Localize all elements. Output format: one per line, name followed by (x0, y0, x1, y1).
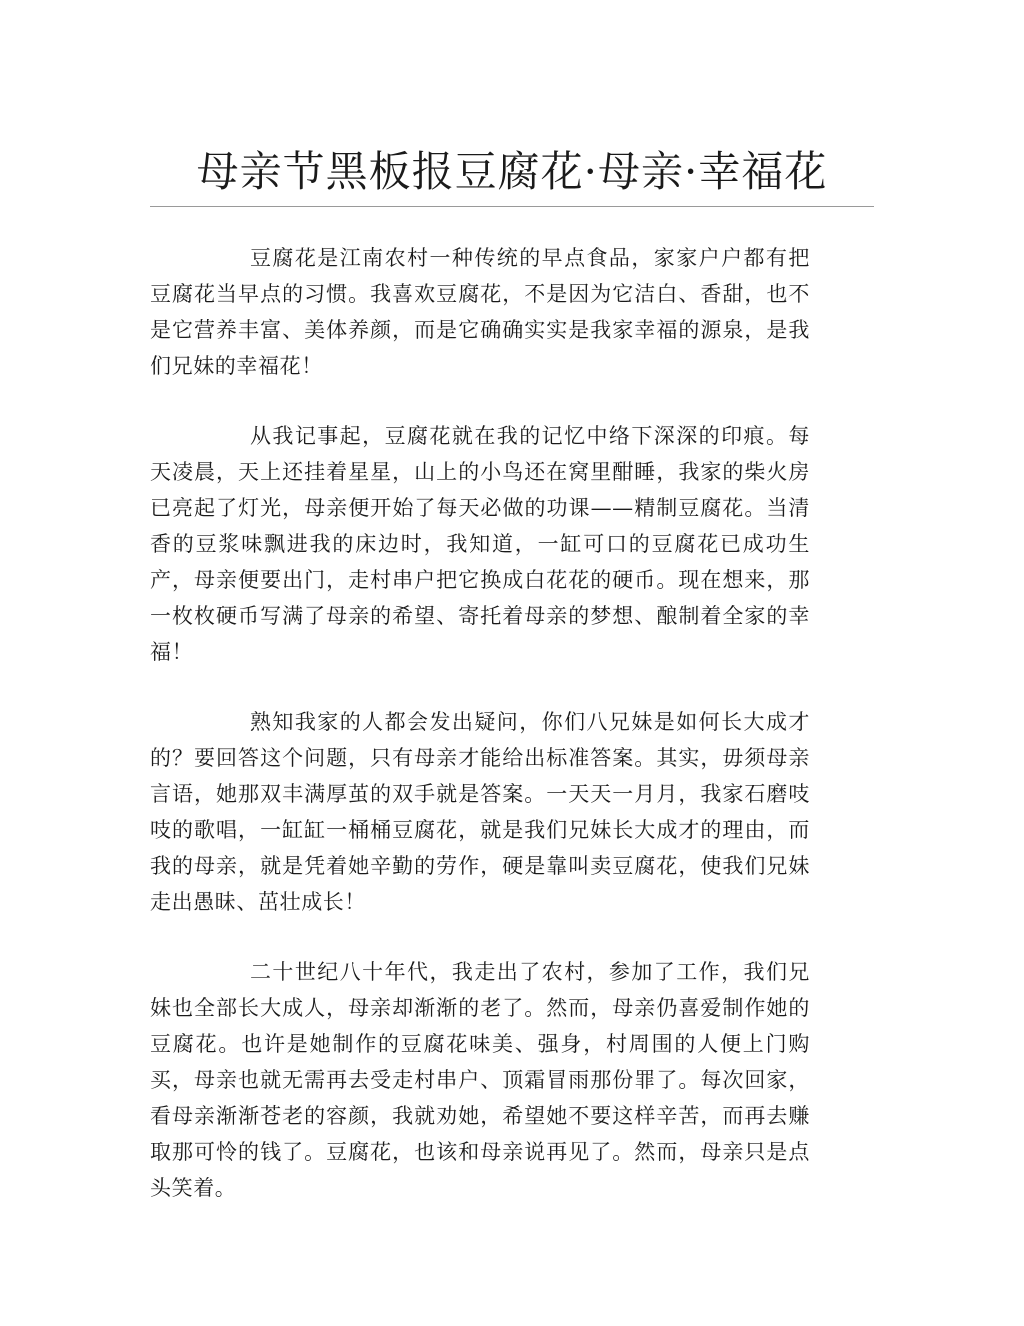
paragraph-4: 二十世纪八十年代，我走出了农村，参加了工作，我们兄妹也全部长大成人，母亲却渐渐的老了。然而，母亲仍喜爱制作她的豆腐花。也许是她制作的豆腐花味美、强身，村周围的人便上门购买，母亲也就无需再去受走村串户、顶霜冒雨那份罪了。每次回家，看母亲渐渐苍老的容颜，我就劝她，希望她不要这样辛苦，而再去赚取那可怜的钱了。豆腐花，也该和母亲说再见了。然而，母亲只是点头笑着。 (150, 960, 810, 1200)
paragraph-3: 熟知我家的人都会发出疑问，你们八兄妹是如何长大成才的？要回答这个问题，只有母亲才能给出标准答案。其实，毋须母亲言语，她那双丰满厚茧的双手就是答案。一天天一月月，我家石磨吱吱的歌唱，一缸缸一桶桶豆腐花，就是我们兄妹长大成才的理由，而我的母亲，就是凭着她辛勤的劳作，硬是靠叫卖豆腐花，使我们兄妹走出愚昧、茁壮成长！ (150, 710, 810, 914)
paragraph-1: 豆腐花是江南农村一种传统的早点食品，家家户户都有把豆腐花当早点的习惯。我喜欢豆腐花，不是因为它洁白、香甜，也不是它营养丰富、美体养颜，而是它确确实实是我家幸福的源泉，是我们兄妹的幸福花！ (150, 246, 810, 378)
title-divider (150, 206, 874, 207)
document-body (150, 240, 810, 1240)
paragraph-2: 从我记事起，豆腐花就在我的记忆中络下深深的印痕。每天凌晨，天上还挂着星星，山上的小鸟还在窝里酣睡，我家的柴火房已亮起了灯光，母亲便开始了每天必做的功课——精制豆腐花。当清香的豆浆味飘进我的床边时，我知道，一缸可口的豆腐花已成功生产，母亲便要出门，走村串户把它换成白花花的硬币。现在想来，那一枚枚硬币写满了母亲的希望、寄托着母亲的梦想、酿制着全家的幸福！ (150, 424, 810, 664)
document-title: 母亲节黑板报豆腐花·母亲·幸福花 (196, 147, 828, 196)
